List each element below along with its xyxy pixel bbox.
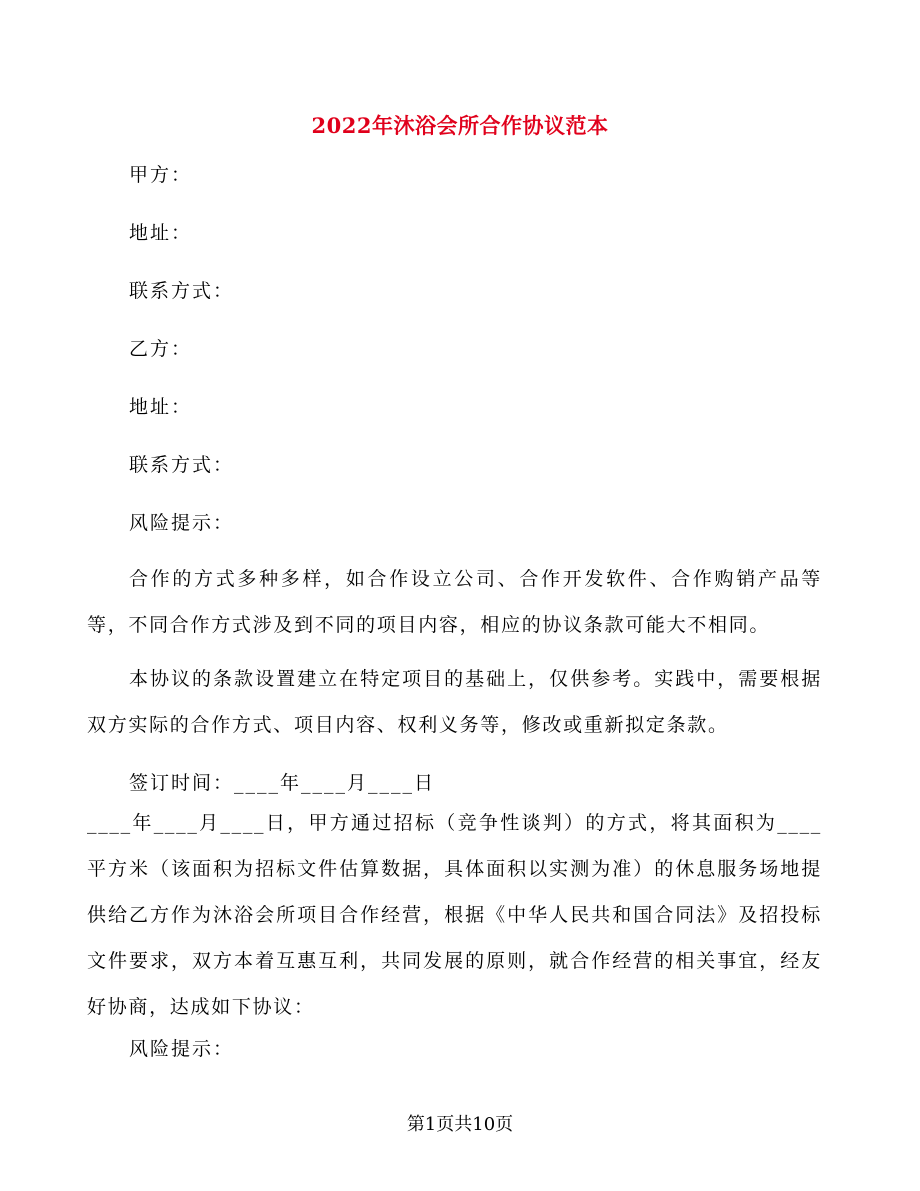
party-a-contact-label: 联系方式： <box>129 280 235 302</box>
party-b-contact-label: 联系方式： <box>129 454 235 476</box>
party-a-label: 甲方： <box>129 164 193 186</box>
cooperation-methods-paragraph: 合作的方式多种多样，如合作设立公司、合作开发软件、合作购销产品等等，不同合作方式涉及到不同的项目内容，相应的协议条款可能大不相同。 <box>87 568 822 636</box>
party-b-label: 乙方： <box>129 338 193 360</box>
agreement-preamble-paragraph: ____年____月____日，甲方通过招标（竞争性谈判）的方式，将其面积为____平方米（该面积为招标文件估算数据，具体面积以实测为准）的休息服务场地提供给乙方作为沐浴会所项目合作经营，根据《中华人民共和国合同法》及招投标文件要求，双方本着互惠互利，共同发展的原则，就合作经营的相关事宜，经友好协商，达成如下协议： <box>87 812 822 1018</box>
document-title: 2022年沐浴会所合作协议范本 <box>311 113 609 138</box>
signing-time-line: 签订时间：____年____月____日 <box>129 772 436 794</box>
party-a-address-label: 地址： <box>129 222 193 244</box>
reference-notice-paragraph: 本协议的条款设置建立在特定项目的基础上，仅供参考。实践中，需要根据双方实际的合作方式、项目内容、权利义务等，修改或重新拟定条款。 <box>87 668 822 736</box>
risk-notice-label-2: 风险提示： <box>129 1038 235 1060</box>
page-number-footer: 第1页共10页 <box>406 1114 514 1135</box>
risk-notice-label: 风险提示： <box>129 512 235 534</box>
party-b-address-label: 地址： <box>129 396 193 418</box>
